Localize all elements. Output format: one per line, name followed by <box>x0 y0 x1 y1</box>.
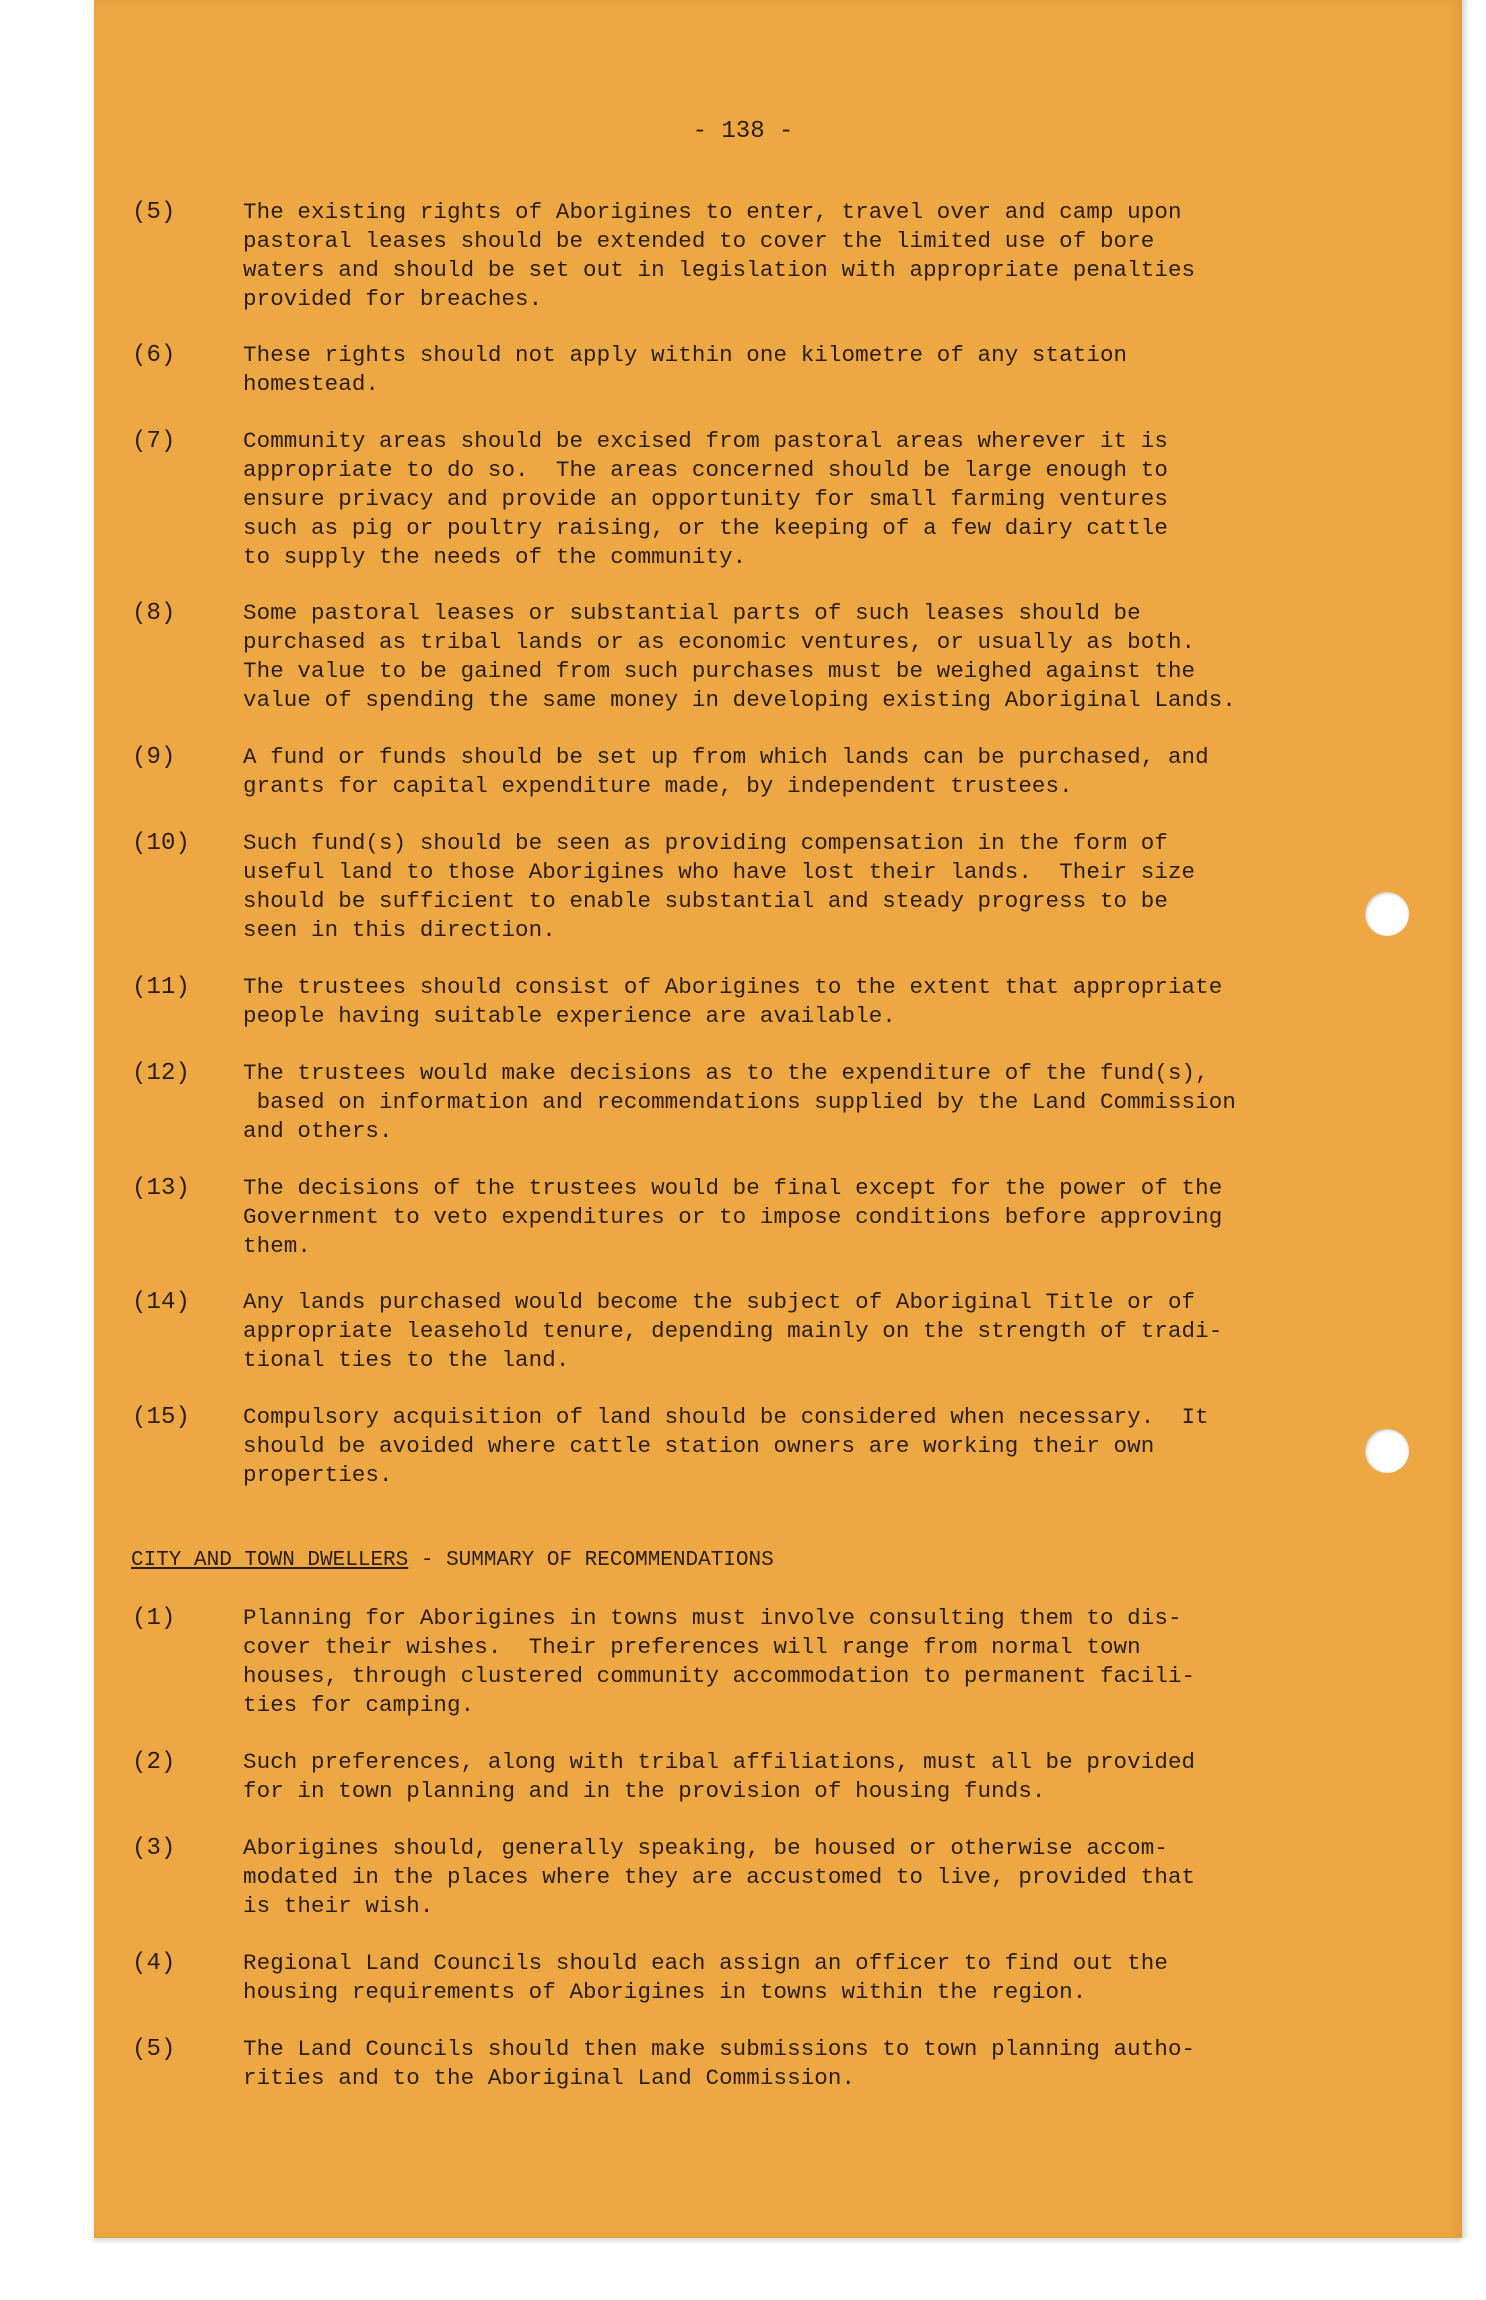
text-line: Such preferences, along with tribal affiliations, must all be provided <box>243 1749 1196 1775</box>
item-number: (9) <box>132 744 176 771</box>
item-text <box>243 1604 1283 1720</box>
text-line: useful land to those Aborigines who have lost their lands. Their size <box>243 859 1196 885</box>
item-number: (5) <box>132 199 176 226</box>
text-line: to supply the needs of the community. <box>243 544 747 570</box>
text-line: tional ties to the land. <box>243 1347 570 1373</box>
text-line: Planning for Aborigines in towns must involve consulting them to dis- <box>243 1605 1182 1631</box>
text-line: The decisions of the trustees would be final except for the power of the <box>243 1175 1223 1201</box>
item-text <box>243 1834 1283 1921</box>
heading-underlined: CITY AND TOWN DWELLERS <box>131 1549 409 1572</box>
text-line: appropriate to do so. The areas concerned should be large enough to <box>243 457 1168 483</box>
text-line: The existing rights of Aborigines to enter, travel over and camp upon <box>243 199 1182 225</box>
item-number: (11) <box>132 974 191 1001</box>
text-line: housing requirements of Aborigines in towns within the region. <box>243 1979 1087 2005</box>
item-text <box>243 829 1283 945</box>
text-line: seen in this direction. <box>243 917 556 943</box>
text-line: Aborigines should, generally speaking, be housed or otherwise accom- <box>243 1835 1168 1861</box>
text-line: Some pastoral leases or substantial parts of such leases should be <box>243 600 1141 626</box>
text-line: based on information and recommendations supplied by the Land Commission <box>243 1089 1236 1115</box>
text-line: Compulsory acquisition of land should be considered when necessary. It <box>243 1404 1209 1430</box>
text-line: for in town planning and in the provision of housing funds. <box>243 1778 1046 1804</box>
item-number: (14) <box>132 1289 191 1316</box>
text-line: Such fund(s) should be seen as providing compensation in the form of <box>243 830 1168 856</box>
text-line: appropriate leasehold tenure, depending mainly on the strength of tradi- <box>243 1318 1223 1344</box>
item-text <box>243 427 1283 572</box>
item-number: (7) <box>132 428 176 455</box>
text-line: and others. <box>243 1118 393 1144</box>
item-number: (12) <box>132 1060 191 1087</box>
text-line: purchased as tribal lands or as economic ventures, or usually as both. <box>243 629 1196 655</box>
item-text <box>243 1403 1283 1490</box>
heading-rest: SUMMARY OF RECOMMENDATIONS <box>446 1549 774 1572</box>
item-number: (15) <box>132 1404 191 1431</box>
item-number: (2) <box>132 1749 176 1776</box>
item-text <box>243 743 1283 801</box>
punch-hole-upper <box>1365 892 1409 936</box>
text-line: people having suitable experience are available. <box>243 1003 896 1029</box>
item-number: (1) <box>132 1605 176 1632</box>
section-heading <box>131 1549 774 1572</box>
text-line: Regional Land Councils should each assign an officer to find out the <box>243 1950 1168 1976</box>
text-line: modated in the places where they are accustomed to live, provided that <box>243 1864 1196 1890</box>
text-line: should be sufficient to enable substantial and steady progress to be <box>243 888 1168 914</box>
text-line: is their wish. <box>243 1893 434 1919</box>
text-line: These rights should not apply within one kilometre of any station <box>243 342 1128 368</box>
text-line: cover their wishes. Their preferences will range from normal town <box>243 1634 1141 1660</box>
text-line: such as pig or poultry raising, or the keeping of a few dairy cattle <box>243 515 1168 541</box>
page-edge <box>1462 0 1468 2238</box>
text-line: should be avoided where cattle station owners are working their own <box>243 1433 1155 1459</box>
heading-separator: - <box>408 1549 447 1572</box>
text-line: A fund or funds should be set up from which lands can be purchased, and <box>243 744 1209 770</box>
item-number: (6) <box>132 342 176 369</box>
text-line: The value to be gained from such purchases must be weighed against the <box>243 658 1196 684</box>
item-number: (4) <box>132 1950 176 1977</box>
punch-hole-lower <box>1365 1429 1409 1473</box>
text-line: them. <box>243 1233 312 1259</box>
text-line: The trustees would make decisions as to the expenditure of the fund(s), <box>243 1060 1209 1086</box>
text-line: Any lands purchased would become the subject of Aboriginal Title or of <box>243 1289 1196 1315</box>
item-number: (10) <box>132 830 191 857</box>
item-text <box>243 1288 1283 1375</box>
text-line: rities and to the Aboriginal Land Commission. <box>243 2065 856 2091</box>
text-line: homestead. <box>243 371 380 397</box>
item-number: (13) <box>132 1175 191 1202</box>
text-line: provided for breaches. <box>243 286 543 312</box>
text-line: The trustees should consist of Aborigines to the extent that appropriate <box>243 974 1223 1000</box>
item-text <box>243 1059 1283 1146</box>
item-text <box>243 599 1283 715</box>
text-line: grants for capital expenditure made, by independent trustees. <box>243 773 1073 799</box>
item-text <box>243 973 1283 1031</box>
text-line: pastoral leases should be extended to cover the limited use of bore <box>243 228 1155 254</box>
item-text <box>243 198 1283 314</box>
page-number: - 138 - <box>692 118 794 145</box>
text-line: Community areas should be excised from pastoral areas wherever it is <box>243 428 1168 454</box>
text-line: ensure privacy and provide an opportunity for small farming ventures <box>243 486 1168 512</box>
text-line: waters and should be set out in legislation with appropriate penalties <box>243 257 1196 283</box>
text-line: Government to veto expenditures or to impose conditions before approving <box>243 1204 1223 1230</box>
item-number: (5) <box>132 2036 176 2063</box>
item-text <box>243 1949 1283 2007</box>
text-line: properties. <box>243 1462 393 1488</box>
item-number: (3) <box>132 1835 176 1862</box>
item-text <box>243 1174 1283 1261</box>
text-line: ties for camping. <box>243 1692 475 1718</box>
item-text <box>243 2035 1283 2093</box>
text-line: value of spending the same money in developing existing Aboriginal Lands. <box>243 687 1236 713</box>
text-line: houses, through clustered community accommodation to permanent facili- <box>243 1663 1196 1689</box>
item-text <box>243 1748 1283 1806</box>
item-number: (8) <box>132 600 176 627</box>
item-text <box>243 341 1283 399</box>
text-line: The Land Councils should then make submissions to town planning autho- <box>243 2036 1196 2062</box>
